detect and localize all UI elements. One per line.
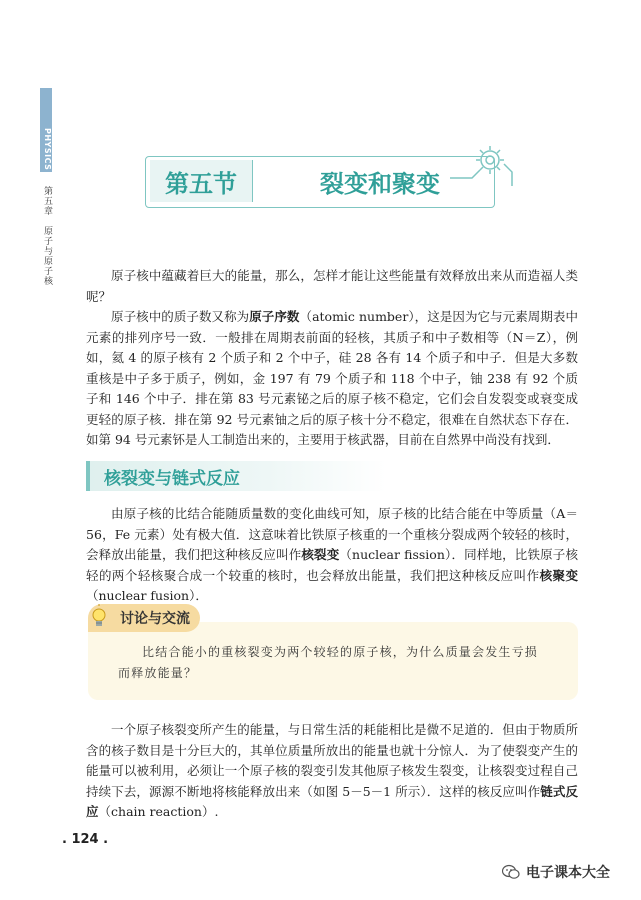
p2-text-b: （atomic number），这是因为它与元素周期表中元素的排列序号一致．一般排在周期表前面的轻核，其质子和中子数相等（N＝Z），例如，氦 4 的原子核有 2 个质子和 2 个中子，硅 28 各有 14 个质子和中子．但是大多数重核是中子多于质子，例如，金 197 有 79 个质子和 118 个中子，铀 238 有 92 个质子和 146 个中子．排在第 83 号元素铋之后的原子核不稳定，它们会自发裂变或衰变成更轻的原子核．排在第 92 号元素铀之后的原子核十分不稳定，很难在自然状态下存在．如第 94 号元素钚是人工制造出来的，主要用于核武器，目前在自然界中尚没有找到．	[86, 309, 578, 447]
p4-text-b: （chain reaction）.	[98, 804, 219, 819]
gear-icon	[450, 140, 530, 190]
p3-text-c: （nuclear fusion）．	[86, 588, 208, 603]
wechat-icon	[502, 864, 520, 880]
p3-text-a: 由原子核的比结合能随质量数的变化曲线可知，原子核的比结合能在中等质量（A＝56，Fe 元素）处有极大值．这意味着比铁原子核重的一个重核分裂成两个较轻的核时，会释放出能量，我们把这种核反应叫作	[86, 506, 578, 562]
p2-text-a: 原子核中的质子数又称为	[111, 309, 250, 324]
discussion-label: 讨论与交流	[88, 604, 200, 632]
chain-reaction-paragraph	[86, 720, 578, 823]
side-physics-label: PHYSICS	[43, 127, 52, 171]
intro-text: 原子核中蕴藏着巨大的能量，那么，怎样才能让这些能量有效释放出来从而造福人类呢？	[86, 268, 578, 304]
page-number: . 124 .	[62, 832, 109, 847]
discussion-box	[88, 622, 578, 700]
discussion-question: 比结合能小的重核裂变为两个较轻的原子核，为什么质量会发生亏损而释放能量？	[118, 645, 539, 680]
section-number: 第五节	[150, 160, 253, 202]
term-nuclear-fission: 核裂变	[301, 547, 340, 562]
intro-paragraph	[86, 266, 578, 307]
lightbulb-icon	[90, 604, 108, 632]
watermark	[502, 862, 610, 882]
fission-fusion-paragraph	[86, 504, 578, 607]
watermark-text: 电子课本大全	[526, 865, 610, 881]
term-nuclear-fusion: 核聚变	[539, 567, 578, 583]
section-heading: 核裂变与链式反应	[86, 461, 386, 491]
p3-text-b: （nuclear fission）．同样地，比铁原子核轻的两个轻核聚合成一个较重的核时，也会释放出能量，我们把这种核反应叫作	[86, 547, 578, 583]
page-title: 裂变和聚变	[320, 169, 440, 198]
side-chapter-label: 第五章 原子与原子核	[42, 186, 52, 286]
term-atomic-number: 原子序数	[249, 309, 300, 324]
p4-text-a: 一个原子核裂变所产生的能量，与日常生活的耗能相比是微不足道的．但由于物质所含的核子数目是十分巨大的，其单位质量所放出的能量也就十分惊人．为了使裂变产生的能量可以被利用，必须让一个原子核的裂变引发其他原子核发生裂变，让核裂变过程自己持续下去，源源不断地将核能释放出来（如图 5－5－1 所示）．这样的核反应叫作	[86, 722, 578, 799]
term-chain-reaction: 链式反应	[86, 783, 578, 819]
